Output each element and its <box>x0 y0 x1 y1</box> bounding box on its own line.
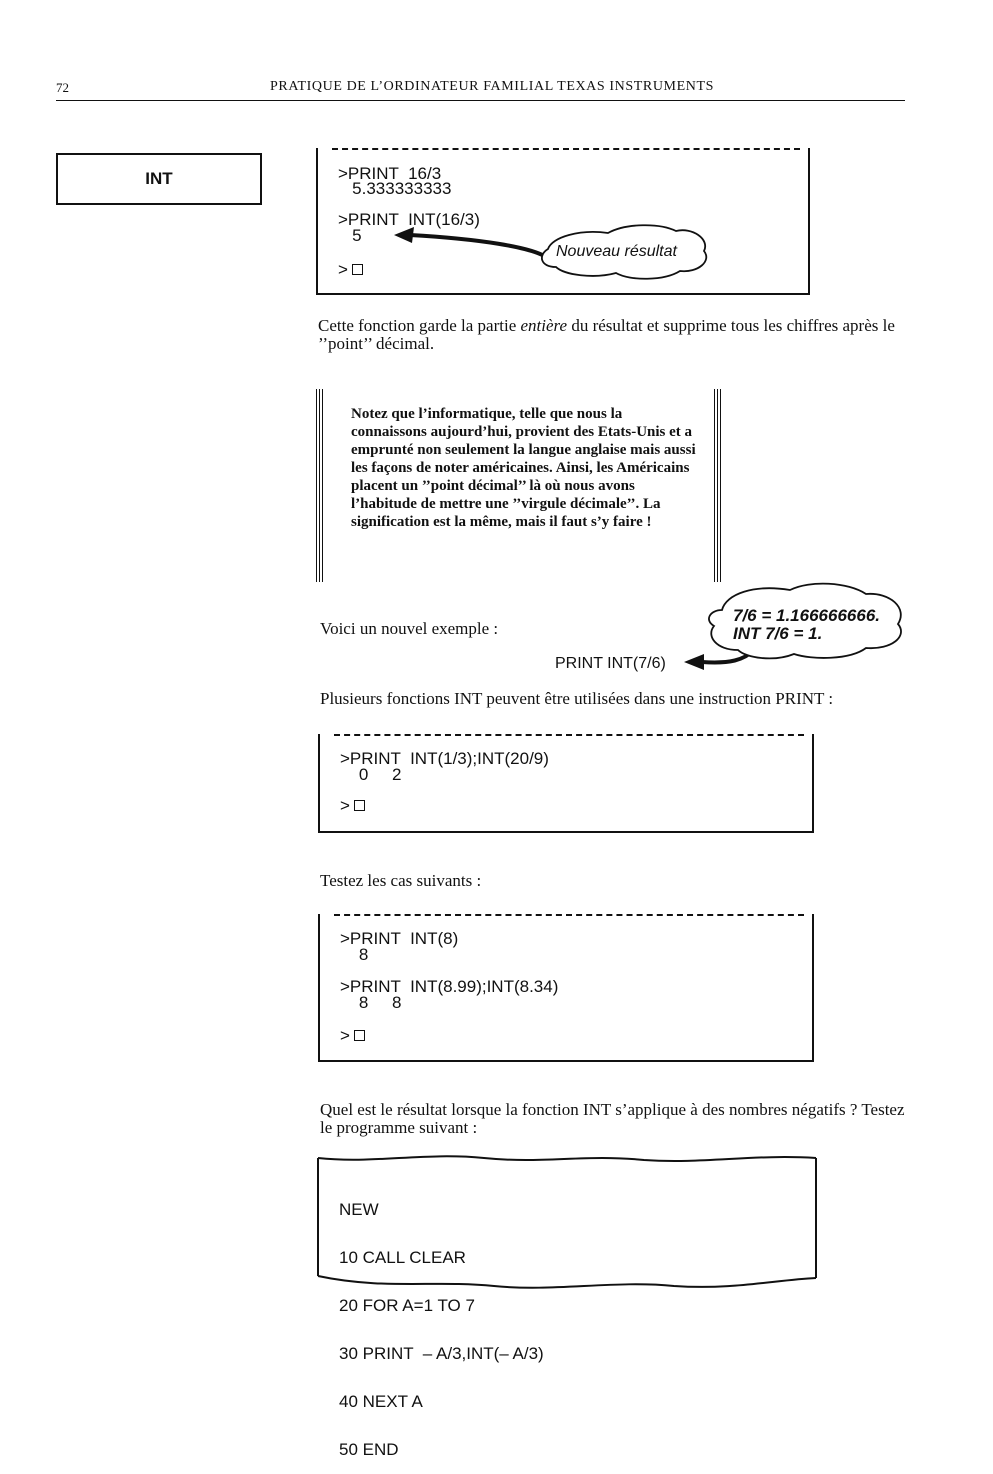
callout-arrow-head <box>684 654 704 670</box>
paragraph-negative-numbers: Quel est le résultat lorsque la fonction INT s’applique à des nombres négatifs ? Testez le programme suivant : <box>320 1100 905 1137</box>
program-line: 20 FOR A=1 TO 7 <box>339 1296 475 1315</box>
example-intro: Voici un nouvel exemple : <box>320 619 499 638</box>
page-number: 72 <box>56 80 69 95</box>
callout-arrow-head <box>394 227 414 243</box>
screen-example-2 <box>318 734 814 833</box>
screen-top-dashed-line <box>332 148 800 150</box>
program-line: 30 PRINT – A/3,INT(– A/3) <box>339 1344 544 1363</box>
callout-arrow-shaft <box>410 235 546 257</box>
screen-line: >PRINT INT(16/3) <box>338 210 480 229</box>
program-line: 10 CALL CLEAR <box>339 1248 466 1267</box>
prompt-symbol: > <box>338 260 348 279</box>
note-right-border <box>714 389 722 582</box>
screen-line: 8 8 <box>340 993 402 1012</box>
screen-prompt <box>340 797 365 814</box>
cursor-icon <box>354 800 365 811</box>
callout-text: Nouveau résultat <box>556 243 677 260</box>
program-line: 40 NEXT A <box>339 1392 423 1411</box>
paragraph-text: du résultat et supprime tous les chiffres après le ’’point’’ décimal. <box>318 316 895 353</box>
callout-text-line: INT 7/6 = 1. <box>733 624 823 643</box>
torn-top-edge <box>318 1156 816 1161</box>
screen-top-dashed-line <box>334 914 804 916</box>
program-listing <box>339 1170 544 1474</box>
screen-line: >PRINT INT(8.99);INT(8.34) <box>340 977 559 996</box>
screen-prompt <box>340 1027 365 1044</box>
screen-prompt <box>338 261 363 278</box>
int-label-box <box>56 153 262 205</box>
screen-line: >PRINT INT(8) <box>340 929 459 948</box>
header-rule <box>56 100 905 101</box>
screen-line: 8 <box>340 945 369 964</box>
callout-text-line: 7/6 = 1.166666666. <box>733 606 880 625</box>
program-line: 50 END <box>339 1440 399 1459</box>
screen-line: 5 <box>338 226 362 245</box>
cursor-icon <box>352 264 363 275</box>
emphasis-text: entière <box>520 316 568 335</box>
running-title: PRATIQUE DE L’ORDINATEUR FAMILIAL TEXAS INSTRUMENTS <box>270 79 714 94</box>
prompt-symbol: > <box>340 1026 350 1045</box>
note-text: Notez que l’informatique, telle que nous la connaissons aujourd’hui, provient des Etats-Unis et a emprunté non seulement la langue anglaise mais aussi les façons de noter américaines. Ainsi, les Américains placent un ’’point décimal’’ là où nous avons l’habitude de mettre une ’’virgule décimale’’. La signification est la même, mais il faut s’y faire ! <box>351 406 696 530</box>
paragraph-text: Cette fonction garde la partie <box>318 316 521 335</box>
int-label: INT <box>145 169 173 188</box>
prompt-symbol: > <box>340 796 350 815</box>
example-command: PRINT INT(7/6) <box>555 655 666 672</box>
screen-top-dashed-line <box>334 734 804 736</box>
program-line: NEW <box>339 1200 379 1219</box>
paragraph-int-description <box>318 317 913 353</box>
screen-line: 0 2 <box>340 765 402 784</box>
screen-line: >PRINT INT(1/3);INT(20/9) <box>340 749 549 768</box>
cursor-icon <box>354 1030 365 1041</box>
screen-line: 5.333333333 <box>338 179 452 198</box>
note-left-border <box>316 389 324 582</box>
paragraph-multiple-int: Plusieurs fonctions INT peuvent être utilisées dans une instruction PRINT : <box>320 689 834 708</box>
screen-example-3 <box>318 914 814 1062</box>
screen-line: >PRINT 16/3 <box>338 164 442 183</box>
paragraph-test-cases: Testez les cas suivants : <box>320 871 482 890</box>
